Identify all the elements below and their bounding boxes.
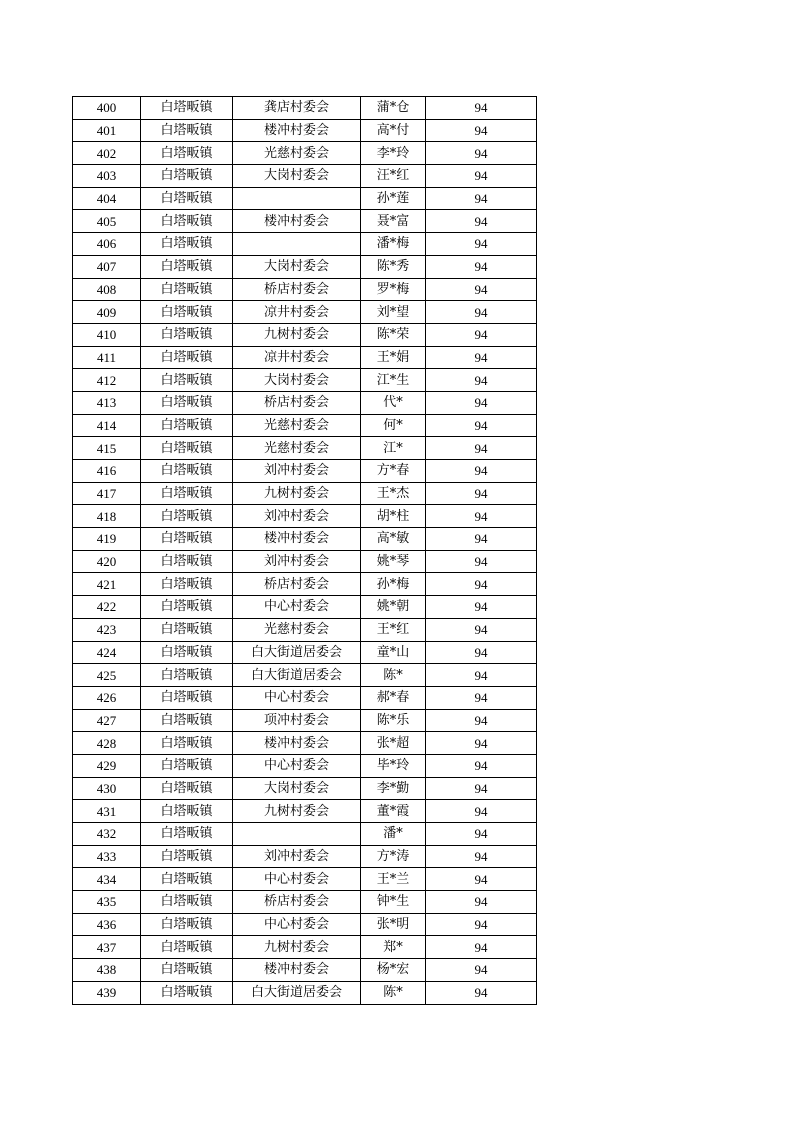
amount-cell: 94 (426, 686, 537, 709)
person-name-cell: 江*生 (361, 369, 426, 392)
village-committee-cell: 九树村委会 (233, 936, 361, 959)
person-name-cell: 陈*秀 (361, 255, 426, 278)
person-name-cell: 王*杰 (361, 482, 426, 505)
table-row (73, 528, 537, 551)
amount-cell: 94 (426, 754, 537, 777)
person-name-cell: 孙*梅 (361, 573, 426, 596)
table-row (73, 437, 537, 460)
person-name-cell: 郑* (361, 936, 426, 959)
person-name-cell: 高*付 (361, 119, 426, 142)
row-number-cell: 429 (73, 754, 141, 777)
person-name-cell: 陈*荣 (361, 323, 426, 346)
person-name-cell: 胡*柱 (361, 505, 426, 528)
table-row (73, 233, 537, 256)
village-committee-cell: 光慈村委会 (233, 437, 361, 460)
table-row (73, 823, 537, 846)
village-committee-cell: 凉井村委会 (233, 346, 361, 369)
person-name-cell: 李*勤 (361, 777, 426, 800)
town-cell: 白塔畈镇 (141, 460, 233, 483)
person-name-cell: 姚*琴 (361, 550, 426, 573)
person-name-cell: 何* (361, 414, 426, 437)
person-name-cell: 潘*梅 (361, 233, 426, 256)
amount-cell: 94 (426, 732, 537, 755)
row-number-cell: 402 (73, 142, 141, 165)
town-cell: 白塔畈镇 (141, 573, 233, 596)
town-cell: 白塔畈镇 (141, 845, 233, 868)
row-number-cell: 436 (73, 913, 141, 936)
village-committee-cell: 刘冲村委会 (233, 550, 361, 573)
row-number-cell: 433 (73, 845, 141, 868)
village-committee-cell: 中心村委会 (233, 913, 361, 936)
person-name-cell: 孙*莲 (361, 187, 426, 210)
amount-cell: 94 (426, 210, 537, 233)
table-row (73, 505, 537, 528)
row-number-cell: 435 (73, 891, 141, 914)
table-row (73, 346, 537, 369)
village-committee-cell: 大岗村委会 (233, 165, 361, 188)
village-committee-cell: 龚店村委会 (233, 97, 361, 120)
table-row (73, 845, 537, 868)
town-cell: 白塔畈镇 (141, 981, 233, 1004)
town-cell: 白塔畈镇 (141, 301, 233, 324)
village-committee-cell: 九树村委会 (233, 323, 361, 346)
table-row (73, 97, 537, 120)
amount-cell: 94 (426, 414, 537, 437)
town-cell: 白塔畈镇 (141, 528, 233, 551)
person-name-cell: 陈*乐 (361, 709, 426, 732)
row-number-cell: 426 (73, 686, 141, 709)
row-number-cell: 421 (73, 573, 141, 596)
village-committee-cell: 桥店村委会 (233, 278, 361, 301)
village-committee-cell: 白大街道居委会 (233, 664, 361, 687)
amount-cell: 94 (426, 777, 537, 800)
town-cell: 白塔畈镇 (141, 732, 233, 755)
row-number-cell: 417 (73, 482, 141, 505)
village-committee-cell: 刘冲村委会 (233, 505, 361, 528)
row-number-cell: 412 (73, 369, 141, 392)
amount-cell: 94 (426, 845, 537, 868)
town-cell: 白塔畈镇 (141, 891, 233, 914)
village-committee-cell: 楼冲村委会 (233, 210, 361, 233)
town-cell: 白塔畈镇 (141, 97, 233, 120)
village-committee-cell: 光慈村委会 (233, 414, 361, 437)
row-number-cell: 400 (73, 97, 141, 120)
person-name-cell: 方*春 (361, 460, 426, 483)
village-committee-cell: 光慈村委会 (233, 618, 361, 641)
town-cell: 白塔畈镇 (141, 505, 233, 528)
amount-cell: 94 (426, 142, 537, 165)
table-row (73, 391, 537, 414)
person-name-cell: 李*玲 (361, 142, 426, 165)
town-cell: 白塔畈镇 (141, 618, 233, 641)
table-row (73, 482, 537, 505)
town-cell: 白塔畈镇 (141, 187, 233, 210)
row-number-cell: 414 (73, 414, 141, 437)
row-number-cell: 407 (73, 255, 141, 278)
table-row (73, 573, 537, 596)
row-number-cell: 405 (73, 210, 141, 233)
person-name-cell: 郝*春 (361, 686, 426, 709)
town-cell: 白塔畈镇 (141, 482, 233, 505)
village-committee-cell: 楼冲村委会 (233, 959, 361, 982)
person-name-cell: 蒲*仓 (361, 97, 426, 120)
person-name-cell: 陈* (361, 664, 426, 687)
town-cell: 白塔畈镇 (141, 686, 233, 709)
village-committee-cell: 九树村委会 (233, 482, 361, 505)
person-name-cell: 代* (361, 391, 426, 414)
amount-cell: 94 (426, 369, 537, 392)
table-row (73, 550, 537, 573)
row-number-cell: 413 (73, 391, 141, 414)
town-cell: 白塔畈镇 (141, 323, 233, 346)
town-cell: 白塔畈镇 (141, 823, 233, 846)
row-number-cell: 418 (73, 505, 141, 528)
row-number-cell: 401 (73, 119, 141, 142)
table-row (73, 255, 537, 278)
village-committee-cell: 大岗村委会 (233, 777, 361, 800)
person-name-cell: 陈* (361, 981, 426, 1004)
town-cell: 白塔畈镇 (141, 278, 233, 301)
village-committee-cell: 楼冲村委会 (233, 119, 361, 142)
table-row (73, 369, 537, 392)
person-name-cell: 王*兰 (361, 868, 426, 891)
row-number-cell: 408 (73, 278, 141, 301)
town-cell: 白塔畈镇 (141, 641, 233, 664)
village-committee-cell (233, 187, 361, 210)
village-committee-cell: 刘冲村委会 (233, 845, 361, 868)
amount-cell: 94 (426, 233, 537, 256)
amount-cell: 94 (426, 709, 537, 732)
person-name-cell: 罗*梅 (361, 278, 426, 301)
amount-cell: 94 (426, 664, 537, 687)
town-cell: 白塔畈镇 (141, 165, 233, 188)
town-cell: 白塔畈镇 (141, 550, 233, 573)
person-name-cell: 王*娟 (361, 346, 426, 369)
roster-table (72, 96, 537, 1005)
table-row (73, 686, 537, 709)
table-row (73, 142, 537, 165)
row-number-cell: 411 (73, 346, 141, 369)
person-name-cell: 聂*富 (361, 210, 426, 233)
row-number-cell: 439 (73, 981, 141, 1004)
row-number-cell: 427 (73, 709, 141, 732)
table-row (73, 618, 537, 641)
town-cell: 白塔畈镇 (141, 142, 233, 165)
row-number-cell: 422 (73, 596, 141, 619)
amount-cell: 94 (426, 981, 537, 1004)
amount-cell: 94 (426, 596, 537, 619)
row-number-cell: 423 (73, 618, 141, 641)
row-number-cell: 432 (73, 823, 141, 846)
town-cell: 白塔畈镇 (141, 664, 233, 687)
amount-cell: 94 (426, 505, 537, 528)
town-cell: 白塔畈镇 (141, 596, 233, 619)
row-number-cell: 419 (73, 528, 141, 551)
table-row (73, 777, 537, 800)
person-name-cell: 钟*生 (361, 891, 426, 914)
roster-table-body (73, 97, 537, 1005)
amount-cell: 94 (426, 959, 537, 982)
village-committee-cell: 桥店村委会 (233, 891, 361, 914)
town-cell: 白塔畈镇 (141, 754, 233, 777)
row-number-cell: 406 (73, 233, 141, 256)
amount-cell: 94 (426, 97, 537, 120)
town-cell: 白塔畈镇 (141, 936, 233, 959)
amount-cell: 94 (426, 641, 537, 664)
village-committee-cell: 刘冲村委会 (233, 460, 361, 483)
table-row (73, 460, 537, 483)
village-committee-cell: 项冲村委会 (233, 709, 361, 732)
person-name-cell: 杨*宏 (361, 959, 426, 982)
table-row (73, 278, 537, 301)
table-row (73, 936, 537, 959)
town-cell: 白塔畈镇 (141, 800, 233, 823)
table-row (73, 301, 537, 324)
town-cell: 白塔畈镇 (141, 777, 233, 800)
row-number-cell: 420 (73, 550, 141, 573)
person-name-cell: 童*山 (361, 641, 426, 664)
village-committee-cell: 中心村委会 (233, 596, 361, 619)
village-committee-cell: 凉井村委会 (233, 301, 361, 324)
amount-cell: 94 (426, 460, 537, 483)
village-committee-cell: 桥店村委会 (233, 391, 361, 414)
row-number-cell: 416 (73, 460, 141, 483)
table-row (73, 596, 537, 619)
table-row (73, 664, 537, 687)
village-committee-cell: 楼冲村委会 (233, 528, 361, 551)
amount-cell: 94 (426, 346, 537, 369)
row-number-cell: 434 (73, 868, 141, 891)
amount-cell: 94 (426, 482, 537, 505)
person-name-cell: 潘* (361, 823, 426, 846)
village-committee-cell: 桥店村委会 (233, 573, 361, 596)
row-number-cell: 403 (73, 165, 141, 188)
amount-cell: 94 (426, 165, 537, 188)
table-row (73, 641, 537, 664)
town-cell: 白塔畈镇 (141, 210, 233, 233)
amount-cell: 94 (426, 868, 537, 891)
table-row (73, 913, 537, 936)
table-row (73, 323, 537, 346)
row-number-cell: 430 (73, 777, 141, 800)
village-committee-cell (233, 233, 361, 256)
person-name-cell: 姚*朝 (361, 596, 426, 619)
table-row (73, 891, 537, 914)
row-number-cell: 404 (73, 187, 141, 210)
table-row (73, 981, 537, 1004)
person-name-cell: 刘*望 (361, 301, 426, 324)
person-name-cell: 张*明 (361, 913, 426, 936)
amount-cell: 94 (426, 550, 537, 573)
amount-cell: 94 (426, 391, 537, 414)
row-number-cell: 428 (73, 732, 141, 755)
village-committee-cell: 中心村委会 (233, 754, 361, 777)
row-number-cell: 409 (73, 301, 141, 324)
amount-cell: 94 (426, 528, 537, 551)
table-row (73, 754, 537, 777)
table-row (73, 709, 537, 732)
village-committee-cell: 白大街道居委会 (233, 981, 361, 1004)
village-committee-cell: 中心村委会 (233, 686, 361, 709)
table-row (73, 119, 537, 142)
village-committee-cell: 光慈村委会 (233, 142, 361, 165)
person-name-cell: 方*涛 (361, 845, 426, 868)
village-committee-cell: 中心村委会 (233, 868, 361, 891)
amount-cell: 94 (426, 119, 537, 142)
amount-cell: 94 (426, 255, 537, 278)
village-committee-cell: 九树村委会 (233, 800, 361, 823)
town-cell: 白塔畈镇 (141, 709, 233, 732)
amount-cell: 94 (426, 618, 537, 641)
town-cell: 白塔畈镇 (141, 959, 233, 982)
town-cell: 白塔畈镇 (141, 346, 233, 369)
town-cell: 白塔畈镇 (141, 437, 233, 460)
table-row (73, 210, 537, 233)
person-name-cell: 毕*玲 (361, 754, 426, 777)
village-committee-cell: 白大街道居委会 (233, 641, 361, 664)
row-number-cell: 437 (73, 936, 141, 959)
row-number-cell: 438 (73, 959, 141, 982)
town-cell: 白塔畈镇 (141, 391, 233, 414)
amount-cell: 94 (426, 800, 537, 823)
amount-cell: 94 (426, 437, 537, 460)
table-row (73, 187, 537, 210)
person-name-cell: 汪*红 (361, 165, 426, 188)
row-number-cell: 425 (73, 664, 141, 687)
town-cell: 白塔畈镇 (141, 369, 233, 392)
village-committee-cell: 大岗村委会 (233, 369, 361, 392)
village-committee-cell (233, 823, 361, 846)
row-number-cell: 431 (73, 800, 141, 823)
village-committee-cell: 大岗村委会 (233, 255, 361, 278)
person-name-cell: 王*红 (361, 618, 426, 641)
table-row (73, 868, 537, 891)
town-cell: 白塔畈镇 (141, 233, 233, 256)
town-cell: 白塔畈镇 (141, 414, 233, 437)
town-cell: 白塔畈镇 (141, 868, 233, 891)
row-number-cell: 415 (73, 437, 141, 460)
amount-cell: 94 (426, 823, 537, 846)
amount-cell: 94 (426, 323, 537, 346)
amount-cell: 94 (426, 573, 537, 596)
village-committee-cell: 楼冲村委会 (233, 732, 361, 755)
person-name-cell: 高*敏 (361, 528, 426, 551)
table-row (73, 800, 537, 823)
table-row (73, 414, 537, 437)
amount-cell: 94 (426, 187, 537, 210)
person-name-cell: 江* (361, 437, 426, 460)
amount-cell: 94 (426, 278, 537, 301)
amount-cell: 94 (426, 301, 537, 324)
amount-cell: 94 (426, 913, 537, 936)
person-name-cell: 董*霞 (361, 800, 426, 823)
row-number-cell: 424 (73, 641, 141, 664)
amount-cell: 94 (426, 891, 537, 914)
town-cell: 白塔畈镇 (141, 119, 233, 142)
town-cell: 白塔畈镇 (141, 255, 233, 278)
table-row (73, 732, 537, 755)
town-cell: 白塔畈镇 (141, 913, 233, 936)
table-row (73, 959, 537, 982)
person-name-cell: 张*超 (361, 732, 426, 755)
table-row (73, 165, 537, 188)
amount-cell: 94 (426, 936, 537, 959)
row-number-cell: 410 (73, 323, 141, 346)
